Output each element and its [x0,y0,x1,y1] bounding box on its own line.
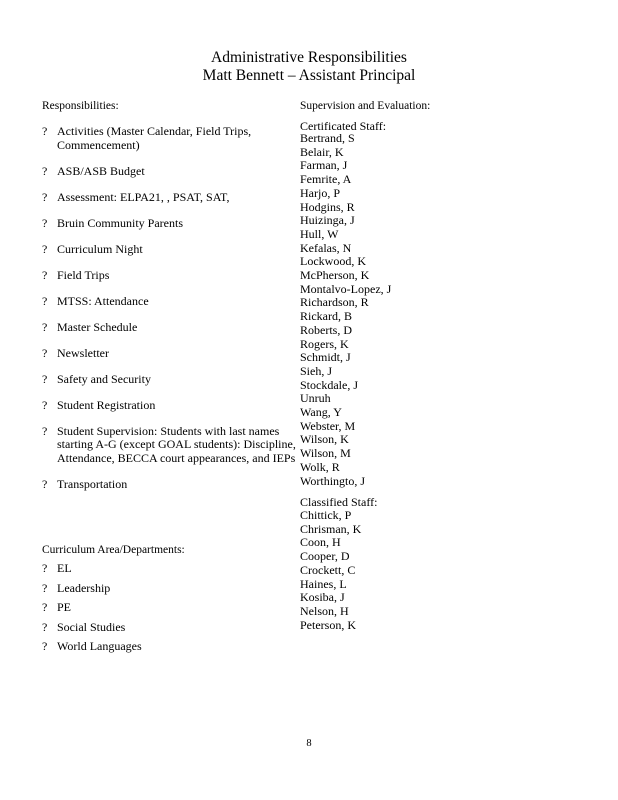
staff-name: Coon, H [300,535,341,550]
staff-name: Haines, L [300,576,347,591]
list-item-label: Master Schedule [57,319,138,334]
bullet-glyph: ? [42,293,48,308]
staff-name: Crockett, C [300,562,356,577]
list-item [42,295,300,309]
list-item-label: Safety and Security [57,371,151,386]
bullet-glyph: ? [42,371,48,386]
list-item [42,621,300,635]
staff-name: Nelson, H [300,603,349,618]
staff-name: Farman, J [300,158,348,173]
classified-staff-list [300,509,361,632]
page-number: 8 [306,738,312,749]
bullet-glyph: ? [42,600,48,614]
curriculum-list [42,562,300,654]
list-item [42,640,300,654]
list-item [42,399,300,413]
classified-heading: Classified Staff: [300,495,378,509]
list-item-label: Social Studies [57,619,126,634]
staff-name: Belair, K [300,144,344,159]
staff-name: Chittick, P [300,508,352,522]
list-item [42,373,300,387]
list-item-label: Leadership [57,580,111,595]
staff-name: Hull, W [300,226,339,241]
list-item [42,191,300,205]
staff-name: Unruh [300,391,331,406]
list-item-label: Newsletter [57,345,109,360]
staff-name: Rickard, B [300,309,352,324]
list-item [42,217,300,231]
list-item-label: MTSS: Attendance [57,293,149,308]
bullet-glyph: ? [42,319,48,334]
list-item-label: Field Trips [57,267,110,282]
certificated-heading: Certificated Staff: [300,119,387,133]
list-item-label: Assessment: ELPA21, , PSAT, SAT, [57,189,230,204]
staff-name: Huizinga, J [300,213,355,228]
bullet-glyph: ? [42,561,48,575]
list-item [42,321,300,335]
responsibilities-list [42,125,300,491]
list-item-label: Bruin Community Parents [57,215,183,230]
bullet-glyph: ? [42,215,48,230]
staff-name: Wilson, K [300,432,349,447]
staff-name: Wolk, R [300,459,340,474]
staff-name: Montalvo-Lopez, J [300,281,392,296]
list-item [42,601,300,615]
staff-name: Harjo, P [300,185,340,200]
staff-name: Hodgins, R [300,199,355,214]
supervision-heading: Supervision and Evaluation: [300,100,431,112]
staff-name: Lockwood, K [300,254,366,269]
title-line-2: Matt Bennett – Assistant Principal [202,67,416,84]
list-item [42,243,300,257]
staff-name: Stockdale, J [300,377,358,392]
bullet-glyph: ? [42,619,48,634]
staff-name: Rogers, K [300,336,349,351]
title-line-1: Administrative Responsibilities [211,49,407,66]
staff-name: Roberts, D [300,322,352,337]
list-item-label: PE [57,600,72,614]
bullet-glyph: ? [42,476,48,491]
bullet-glyph: ? [42,639,48,653]
list-item-label: Activities (Master Calendar, Field Trips, Commencement) [57,124,252,152]
staff-name: Webster, M [300,418,356,433]
bullet-glyph: ? [42,580,48,595]
list-item-label: Student Supervision: Students with last names starting A-G (except GOAL students): Discipline, Attendance, BECCA court appearances, and IEPs [57,423,296,465]
list-item [42,269,300,283]
staff-name: Bertrand, S [300,131,355,145]
bullet-glyph: ? [42,124,48,138]
bullet-glyph: ? [42,163,48,178]
staff-name: Schmidt, J [300,350,351,365]
bullet-glyph: ? [42,189,48,204]
bullet-glyph: ? [42,267,48,282]
list-item [42,582,300,596]
list-item-label: Transportation [57,476,128,491]
staff-name: Peterson, K [300,617,356,632]
list-item [42,125,300,152]
certificated-staff-list [300,132,391,488]
list-item [42,165,300,179]
responsibilities-heading: Responsibilities: [42,100,119,112]
list-item-label: Student Registration [57,397,156,412]
list-item [42,347,300,361]
staff-name: Worthingto, J [300,473,366,488]
list-item-label: ASB/ASB Budget [57,163,145,178]
bullet-glyph: ? [42,241,48,256]
list-item-label: EL [57,561,72,575]
staff-name: Kosiba, J [300,590,345,605]
list-item [42,562,300,576]
staff-name: Wilson, M [300,446,351,461]
staff-name: Chrisman, K [300,521,362,536]
staff-name: Wang, Y [300,405,342,420]
staff-name: Femrite, A [300,172,352,187]
staff-name: Cooper, D [300,549,350,564]
staff-name: Richardson, R [300,295,369,310]
bullet-glyph: ? [42,345,48,360]
list-item [42,478,300,492]
curriculum-heading: Curriculum Area/Departments: [42,544,185,556]
staff-name: McPherson, K [300,268,370,283]
staff-name: Sieh, J [300,363,333,378]
list-item-label: World Languages [57,639,142,653]
bullet-glyph: ? [42,397,48,412]
list-item [42,425,300,466]
staff-name: Kefalas, N [300,240,352,255]
bullet-glyph: ? [42,423,48,438]
list-item-label: Curriculum Night [57,241,143,256]
